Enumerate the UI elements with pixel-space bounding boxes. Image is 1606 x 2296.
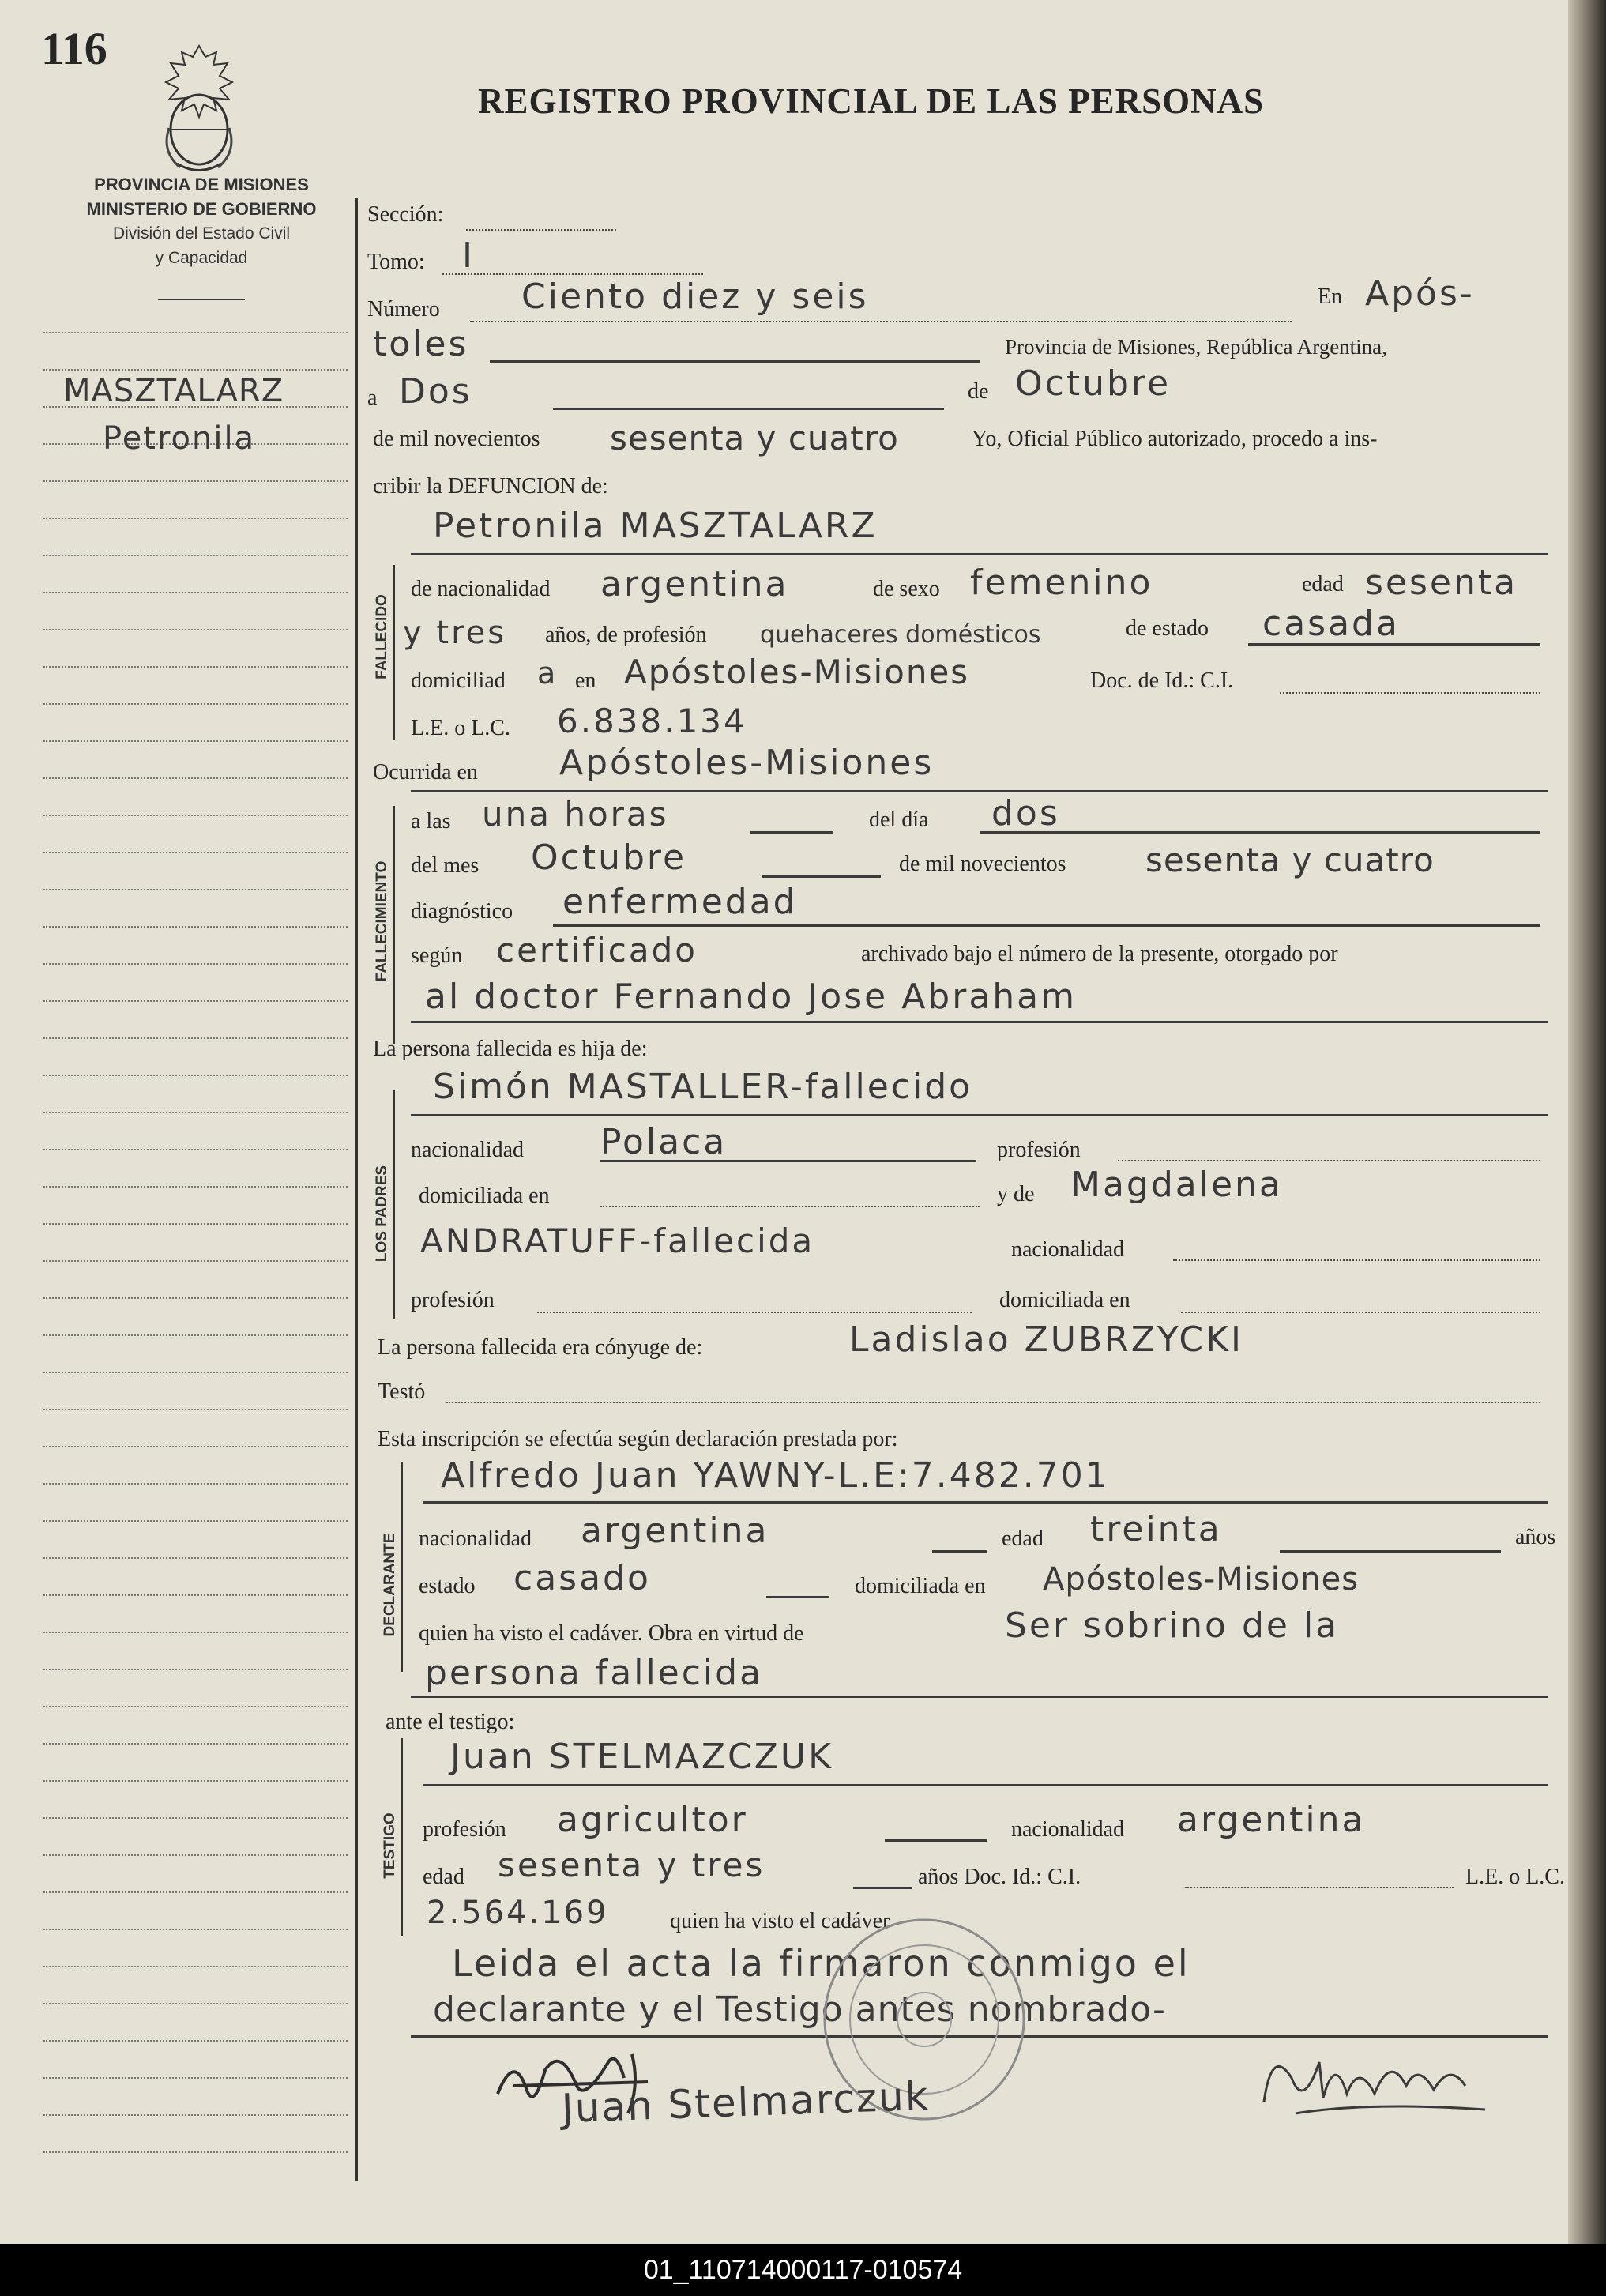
label-anos-profesion: años, de profesión — [545, 623, 707, 647]
test-prof-line — [885, 1839, 987, 1842]
margin-rule-line — [43, 1186, 348, 1188]
fallecido-estado-value: casada — [1262, 604, 1400, 644]
decl-domicilio-value: Apóstoles-Misiones — [1043, 1561, 1360, 1598]
margin-rule-line — [43, 1743, 348, 1745]
label-en: En — [1318, 284, 1343, 309]
label-decl-anos: años — [1515, 1525, 1556, 1549]
authority-underline — [158, 299, 245, 300]
coat-of-arms-emblem — [156, 41, 242, 175]
declarante-bracket — [401, 1462, 403, 1672]
dia-line — [553, 408, 944, 410]
margin-rule-line — [43, 1075, 348, 1076]
label-del-mes: del mes — [411, 853, 480, 878]
ocurrida-line — [411, 790, 1548, 792]
margin-rule-line — [43, 777, 348, 779]
margin-rule-line — [43, 1891, 348, 1893]
margin-rule-line — [43, 852, 348, 853]
margin-rule-line — [43, 1334, 348, 1336]
margin-rule-line — [43, 1557, 348, 1559]
dia-value: Dos — [399, 371, 472, 412]
estado-line — [1248, 643, 1540, 646]
section-fallecimiento: FALLECIMIENTO — [374, 860, 390, 982]
column-divider — [355, 198, 358, 2181]
diagnostico-value: enfermedad — [562, 882, 798, 922]
margin-rule-line — [43, 2003, 348, 2004]
margin-rule-line — [43, 518, 348, 519]
fallecido-edad-value-1: sesenta — [1365, 563, 1518, 603]
numero-line — [470, 321, 1292, 322]
label-decl-domiciliada: domiciliada en — [855, 1574, 986, 1598]
madre-nac-line — [1173, 1259, 1540, 1261]
padre-value: Simón MASTALLER-fallecido — [433, 1067, 973, 1107]
label-le-lc: L.E. o L.C. — [411, 716, 510, 740]
page-number: 116 — [41, 23, 107, 74]
fallecido-sexo-value: femenino — [970, 563, 1153, 603]
margin-rule-line — [43, 1223, 348, 1225]
decl-nac-line — [932, 1550, 987, 1553]
ministry-line: MINISTERIO DE GOBIERNO — [86, 199, 317, 219]
testigo-line — [423, 1784, 1548, 1786]
madre-value-2: ANDRATUFF-fallecida — [420, 1221, 815, 1260]
margin-rule-line — [43, 1780, 348, 1782]
margin-rule-line — [43, 1706, 348, 1707]
doctor-line — [411, 1021, 1548, 1023]
ocurrida-value: Apóstoles-Misiones — [559, 743, 935, 783]
obra-line — [411, 1696, 1548, 1698]
fallecido-bracket — [393, 565, 395, 740]
division-line-2: y Capacidad — [155, 249, 248, 267]
label-quien-cadaver-2: quien ha visto el cadáver — [670, 1909, 890, 1933]
section-padres: LOS PADRES — [374, 1165, 390, 1263]
section-fallecido: FALLECIDO — [374, 594, 390, 679]
margin-rule-line — [43, 1669, 348, 1670]
label-testo: Testó — [378, 1379, 426, 1404]
margin-rule-line — [43, 555, 348, 556]
margin-rule-line — [43, 629, 348, 630]
margin-rule-line — [43, 815, 348, 816]
doctor-value: al doctor Fernando Jose Abraham — [425, 977, 1077, 1017]
margin-rule-line — [43, 1446, 348, 1447]
seccion-line — [466, 229, 616, 231]
book-binding-gutter — [1568, 0, 1606, 2244]
localidad-value-2: toles — [373, 324, 469, 364]
label-cribir: cribir la DEFUNCION de: — [373, 474, 608, 499]
margin-rule-line — [43, 1037, 348, 1039]
label-de-nacionalidad: de nacionalidad — [411, 577, 551, 601]
label-padre-profesion: profesión — [997, 1138, 1081, 1162]
obra-value-2: persona fallecida — [425, 1653, 764, 1693]
fallecido-domicilio-value: Apóstoles-Misiones — [624, 653, 970, 691]
label-tomo: Tomo: — [367, 250, 425, 274]
margin-rule-line — [43, 703, 348, 705]
label-de-mil: de mil novecientos — [373, 427, 540, 451]
label-edad: edad — [1302, 572, 1344, 597]
margin-rule-line — [43, 1112, 348, 1113]
margin-rule-line — [43, 740, 348, 742]
padre-line — [411, 1114, 1548, 1116]
test-edad-value: sesenta y tres — [498, 1846, 765, 1884]
label-test-edad: edad — [423, 1865, 464, 1889]
madre-value-1: Magdalena — [1070, 1165, 1283, 1205]
obra-value-1: Ser sobrino de la — [1005, 1605, 1340, 1646]
label-padre-domiciliada: domiciliada en — [419, 1184, 550, 1208]
numero-value: Ciento diez y seis — [521, 277, 869, 317]
fallecido-doc-value: 6.838.134 — [557, 702, 747, 740]
margin-rule-line — [43, 1929, 348, 1930]
label-test-nacionalidad: nacionalidad — [1011, 1817, 1125, 1842]
label-decl-estado: estado — [419, 1574, 476, 1598]
testigo-value: Juan STELMAZCZUK — [450, 1737, 833, 1777]
province-line: PROVINCIA DE MISIONES — [94, 175, 309, 194]
label-inscripcion: Esta inscripción se efectúa según declaración prestada por: — [378, 1427, 898, 1451]
label-provincia: Provincia de Misiones, República Argentina, — [1005, 335, 1387, 359]
label-decl-nacionalidad: nacionalidad — [419, 1526, 532, 1551]
closing-line-2: declarante y el Testigo antes nombrado- — [433, 1989, 1166, 2030]
fallecido-domiciliado-suffix: a — [537, 656, 559, 691]
dia-fall-line — [980, 831, 1540, 834]
margin-rule-line — [43, 926, 348, 928]
test-doc-value: 2.564.169 — [427, 1895, 609, 1931]
label-doc-id: Doc. de Id.: C.I. — [1090, 668, 1234, 693]
margin-surname: MASZTALARZ — [63, 373, 284, 409]
dia-fall-value: dos — [991, 793, 1060, 834]
label-madre-nacionalidad: nacionalidad — [1011, 1237, 1125, 1262]
test-nacionalidad-value: argentina — [1177, 1800, 1366, 1840]
label-archivado: archivado bajo el número de la presente, otorgado por — [861, 942, 1338, 966]
decl-nacionalidad-value: argentina — [581, 1511, 769, 1551]
decl-edad-line — [1280, 1550, 1501, 1553]
padres-bracket — [393, 1090, 395, 1319]
nombre-line — [411, 553, 1548, 555]
madre-dom-line — [1181, 1312, 1540, 1313]
padre-prof-line — [1118, 1160, 1540, 1161]
label-anos-doc: años Doc. Id.: C.I. — [918, 1865, 1081, 1889]
margin-name: Petronila — [103, 420, 256, 457]
issuing-authority — [47, 172, 355, 270]
closing-line-1: Leida el acta la firmaron conmigo el — [452, 1942, 1190, 1985]
section-testigo: TESTIGO — [382, 1812, 398, 1879]
decl-estado-line — [766, 1596, 829, 1598]
margin-rule-line — [43, 1260, 348, 1262]
segun-value: certificado — [496, 931, 698, 969]
label-a: a — [367, 386, 378, 410]
tomo-value: I — [462, 235, 475, 276]
margin-rule-line — [43, 1409, 348, 1410]
margin-rule-line — [43, 1854, 348, 1856]
label-domiciliad: domiciliad — [411, 668, 506, 693]
label-hija-de: La persona fallecida es hija de: — [373, 1037, 648, 1061]
doc-id-line — [1280, 692, 1540, 694]
margin-rule-line — [43, 1632, 348, 1633]
label-del-dia: del día — [869, 807, 929, 832]
label-a-las: a las — [411, 809, 451, 834]
margin-rule-line — [43, 1372, 348, 1373]
test-doc-line — [1185, 1887, 1454, 1888]
anio-value: sesenta y cuatro — [610, 419, 899, 457]
margin-rule-line — [43, 2040, 348, 2042]
declarante-value: Alfredo Juan YAWNY-L.E:7.482.701 — [441, 1455, 1110, 1496]
margin-rule-line — [43, 1483, 348, 1485]
label-numero: Número — [367, 297, 440, 322]
mes-fall-value: Octubre — [531, 837, 687, 878]
diagnostico-line — [553, 924, 1540, 927]
label-decl-edad: edad — [1002, 1526, 1044, 1551]
fallecido-nombre-value: Petronila MASZTALARZ — [433, 506, 878, 546]
label-ante-testigo: ante el testigo: — [386, 1710, 515, 1734]
label-de-mil-2: de mil novecientos — [899, 852, 1066, 876]
label-diagnostico: diagnóstico — [411, 899, 513, 924]
testigo-signature: Juan Stelmarczuk — [560, 2072, 931, 2132]
tomo-line — [442, 273, 703, 275]
testigo-bracket — [401, 1738, 403, 1936]
margin-rule-line — [43, 1149, 348, 1150]
margin-rule-line — [43, 1817, 348, 1819]
anio-fall-value: sesenta y cuatro — [1145, 841, 1435, 879]
label-de: de — [968, 379, 989, 404]
localidad-line — [490, 360, 980, 363]
mes-value: Octubre — [1015, 363, 1172, 404]
decl-estado-value: casado — [513, 1558, 651, 1598]
margin-rule-line — [43, 666, 348, 668]
fallecido-profesion-value: quehaceres domésticos — [760, 621, 1041, 649]
test-edad-line — [853, 1887, 912, 1889]
label-seccion: Sección: — [367, 202, 444, 227]
page-title: REGISTRO PROVINCIAL DE LAS PERSONAS — [478, 81, 1265, 121]
decl-edad-value: treinta — [1090, 1509, 1222, 1549]
margin-rule-line — [43, 369, 348, 371]
margin-rule-line — [43, 1297, 348, 1299]
fallecido-edad-value-2: y tres — [403, 615, 507, 651]
conyuge-value: Ladislao ZUBRZYCKI — [849, 1319, 1243, 1360]
label-test-le-lc: L.E. o L.C. — [1465, 1865, 1565, 1889]
label-madre-domiciliada: domiciliada en — [999, 1288, 1130, 1312]
margin-rule-line — [43, 592, 348, 593]
label-conyuge: La persona fallecida era cónyuge de: — [378, 1335, 703, 1360]
label-padre-nacionalidad: nacionalidad — [411, 1138, 525, 1162]
hora-value: una horas — [482, 795, 669, 834]
label-ocurrida-en: Ocurrida en — [373, 760, 478, 785]
margin-rule-line — [43, 332, 348, 333]
declarante-line — [423, 1501, 1548, 1504]
fallecido-nacionalidad-value: argentina — [600, 564, 789, 604]
label-test-profesion: profesión — [423, 1817, 506, 1842]
mes-fall-line — [762, 875, 881, 878]
label-quien-cadaver: quien ha visto el cadáver. Obra en virtud de — [419, 1621, 804, 1646]
section-declarante: DECLARANTE — [382, 1533, 398, 1637]
margin-rule-line — [43, 2077, 348, 2079]
label-en-domicilio: en — [575, 668, 596, 693]
padre-nac-line — [600, 1160, 976, 1162]
margin-rule-line — [43, 1520, 348, 1522]
madre-prof-line — [537, 1312, 972, 1313]
testo-line — [446, 1402, 1540, 1403]
label-yo-oficial: Yo, Oficial Público autorizado, procedo a ins- — [972, 427, 1378, 451]
test-profesion-value: agricultor — [557, 1800, 748, 1840]
hora-line — [750, 831, 833, 834]
padre-dom-line — [600, 1206, 980, 1207]
label-y-de: y de — [997, 1182, 1035, 1206]
official-signature-mark — [1248, 2038, 1517, 2125]
margin-rule-line — [43, 2151, 348, 2153]
margin-rule-line — [43, 480, 348, 482]
label-de-sexo: de sexo — [873, 577, 940, 601]
label-madre-profesion: profesión — [411, 1288, 495, 1312]
margin-rule-line — [43, 1966, 348, 1967]
label-de-estado: de estado — [1126, 616, 1209, 641]
margin-rule-line — [43, 963, 348, 965]
localidad-value-1: Após- — [1365, 273, 1475, 314]
margin-rule-line — [43, 889, 348, 890]
division-line: División del Estado Civil — [112, 224, 291, 243]
margin-rule-line — [43, 1594, 348, 1596]
margin-rule-line — [43, 1000, 348, 1002]
image-identifier: 01_110714000117-010574 — [643, 2255, 963, 2285]
margin-rule-line — [43, 2114, 348, 2116]
label-segun: según — [411, 943, 463, 968]
padre-nacionalidad-value: Polaca — [600, 1122, 728, 1162]
fallecimiento-bracket — [393, 806, 395, 1044]
